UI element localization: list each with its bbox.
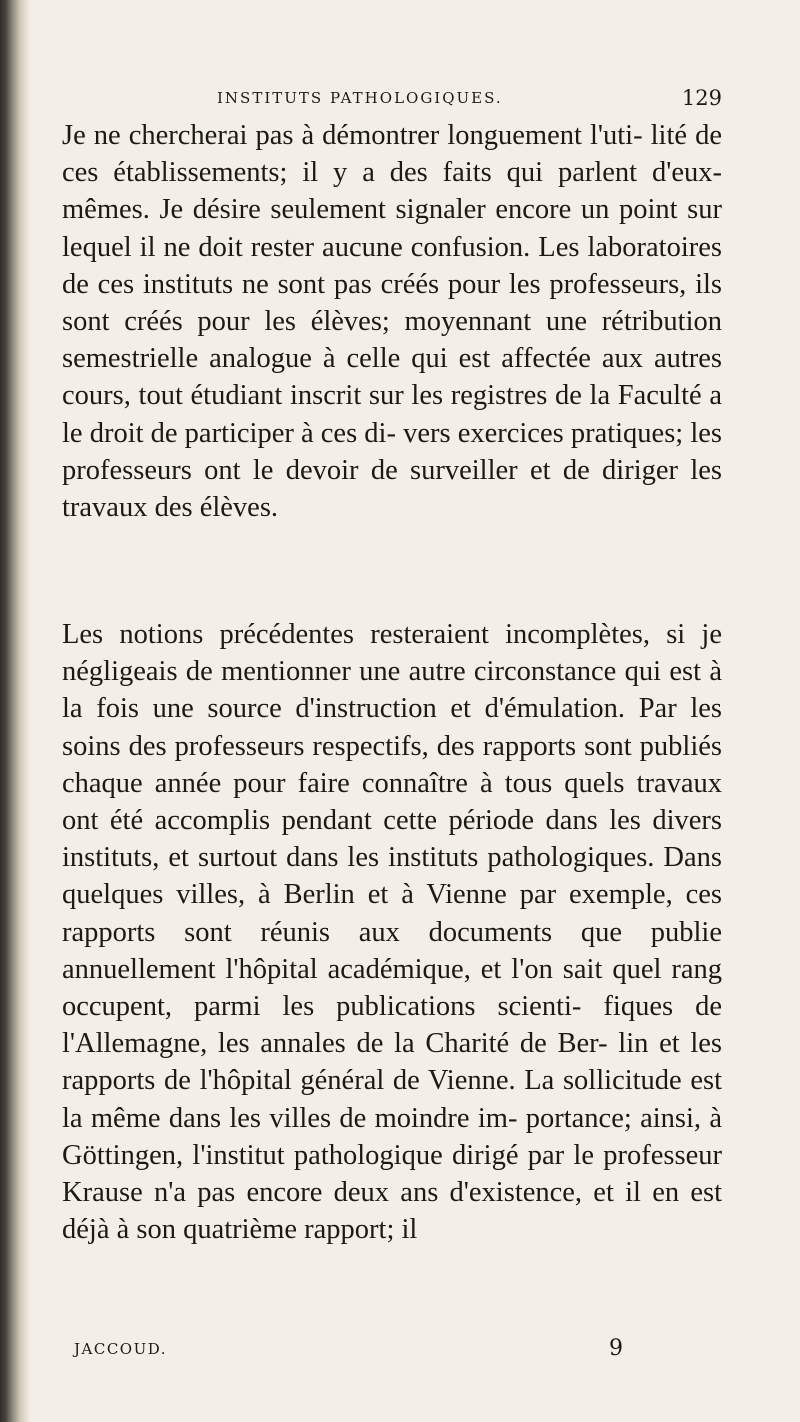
paragraph-2: Les notions précédentes resteraient incomplètes, si je négligeais de mentionner une autre circonstance qui est à la fois une source d'instruction et d'émulation. Par les soins des professeurs respectifs, des rapports sont publiés chaque année pour faire connaître à tous quels travaux ont été accomplis pendant cette période dans les divers instituts, et surtout dans les instituts pathologiques. Dans quelques villes, à Berlin et à Vienne par exemple, ces rapports sont réunis aux documents que publie annuellement l'hôpital académique, et l'on sait quel rang occupent, parmi les publications scienti- fiques de l'Allemagne, les annales de la Charité de Ber- lin et les rapports de l'hôpital général de Vienne. La sollicitude est la même dans les villes de moindre im- portance; ainsi, à Göttingen, l'institut pathologique dirigé par le professeur Krause n'a pas encore deux ans d'existence, et il en est déjà à son quatrième rapport; il: [62, 619, 722, 1246]
running-header: [62, 86, 722, 113]
page-number: 129: [681, 86, 722, 110]
running-title: INSTITUTS PATHOLOGIQUES.: [217, 89, 503, 107]
book-page: [62, 0, 722, 1422]
page-footer: [62, 1336, 722, 1362]
paragraph-1: Je ne chercherai pas à démontrer longuement l'uti- lité de ces établissements; il y a des faits qui parlent d'eux-mêmes. Je désire seulement signaler encore un point sur lequel il ne doit rester aucune confusion. Les laboratoires de ces instituts ne sont pas créés pour les professeurs, ils sont créés pour les élèves; moyennant une rétribution semestrielle analogue à celle qui est affectée aux autres cours, tout étudiant inscrit sur les registres de la Faculté a le droit de participer à ces di- vers exercices pratiques; les professeurs ont le devoir de surveiller et de diriger les travaux des élèves.: [62, 120, 722, 524]
sheet-number: 9: [609, 1336, 623, 1361]
signature-mark: JACCOUD.: [74, 1340, 167, 1358]
book-binding-shadow: [0, 0, 30, 1422]
